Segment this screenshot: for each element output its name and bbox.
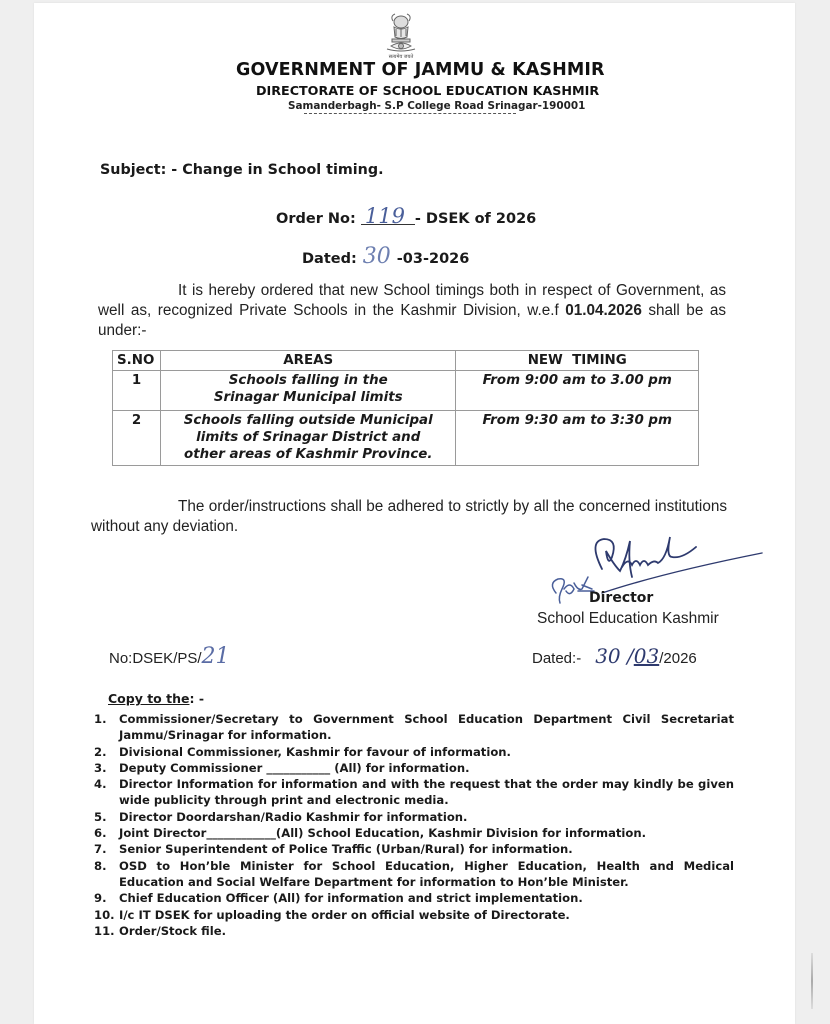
header-divider	[304, 113, 516, 114]
table-header-row	[113, 351, 699, 371]
list-item	[94, 711, 734, 744]
table-row	[113, 371, 699, 411]
item-number: 4.	[94, 777, 107, 792]
item-text: Chief Education Officer (All) for information and strict implementation.	[119, 891, 583, 906]
office-address: Samanderbagh- S.P College Road Srinagar-190001	[288, 100, 586, 112]
item-text: OSD to Hon’ble Minister for School Education, Higher Education, Health and Medical Education and Social Welfare Department for information to Hon’ble Minister.	[119, 858, 734, 889]
dated-day: 30	[595, 644, 621, 668]
item-number: 11.	[94, 923, 115, 938]
signatory-designation: Director	[589, 590, 654, 606]
directorate-title: DIRECTORATE OF SCHOOL EDUCATION KASHMIR	[256, 83, 600, 98]
item-text: Divisional Commissioner, Kashmir for favour of information.	[119, 744, 511, 759]
item-number: 9.	[94, 891, 107, 906]
cell-area: Schools falling in the Srinagar Municipal limits	[160, 371, 455, 411]
government-title: GOVERNMENT OF JAMMU & KASHMIR	[236, 60, 605, 80]
order-dated-label: Dated:	[302, 251, 357, 267]
national-emblem-icon	[379, 13, 423, 63]
order-number-line	[276, 204, 537, 228]
item-number: 8.	[94, 858, 107, 873]
scroll-indicator[interactable]	[811, 953, 813, 1009]
item-number: 2.	[94, 744, 107, 759]
item-number: 1.	[94, 712, 107, 726]
list-item	[94, 776, 734, 809]
cell-timing: From 9:30 am to 3:30 pm	[456, 411, 699, 466]
order-suffix: - DSEK of 2026	[414, 211, 537, 227]
item-text: Director Information for information and with the request that the order may kindly be given wide publicity through print and electronic media.	[119, 777, 734, 808]
header-sno: S.NO	[113, 351, 161, 371]
paragraph-text: It is hereby ordered that new School timings both in respect of Government, as well as, recognized Private Schools in the Kashmir Division, w.e.f	[98, 282, 726, 319]
dated-month: 03	[633, 644, 660, 668]
header-areas: AREAS	[160, 351, 455, 371]
table-row	[113, 411, 699, 466]
item-text: Order/Stock file.	[119, 923, 226, 938]
reference-number	[109, 644, 230, 669]
cell-sno: 1	[113, 371, 161, 411]
reference-dated-day-handwritten: 30 /03	[595, 644, 660, 668]
copy-to-label: Copy to the	[108, 691, 190, 706]
cell-timing: From 9:00 am to 3.00 pm	[456, 371, 699, 411]
emblem-motto: सत्यमेव जयते	[388, 54, 414, 60]
item-text: Commissioner/Secretary to Government School Education Department Civil Secretariat Jammu/Srinagar for information.	[119, 712, 734, 743]
list-item	[94, 858, 734, 891]
reference-prefix: No:DSEK/PS/	[109, 650, 202, 667]
header-new-timing: NEW TIMING	[456, 351, 699, 371]
copy-to-list	[94, 711, 734, 939]
item-text: Deputy Commissioner ___________ (All) for information.	[119, 760, 470, 775]
effective-date: 01.04.2026	[565, 302, 642, 319]
subject-line: Subject: - Change in School timing.	[100, 162, 384, 178]
item-number: 6.	[94, 826, 107, 841]
compliance-paragraph: The order/instructions shall be adhered to strictly by all the concerned institutions without any deviation.	[91, 498, 727, 535]
copy-to-suffix: : -	[189, 691, 205, 706]
item-number: 3.	[94, 760, 107, 775]
item-text: I/c IT DSEK for uploading the order on official website of Directorate.	[119, 907, 570, 922]
reference-date	[532, 644, 697, 668]
list-item	[94, 760, 734, 776]
item-number: 10.	[94, 907, 115, 922]
reference-dated-label: Dated:-	[532, 650, 582, 667]
order-date-line	[302, 244, 469, 269]
order-paragraph	[98, 281, 726, 341]
list-item	[94, 890, 734, 906]
order-number-handwritten: 119	[361, 208, 415, 225]
item-number: 7.	[94, 842, 107, 857]
item-number: 5.	[94, 809, 107, 824]
reference-number-handwritten: 21	[201, 644, 230, 669]
list-item	[94, 809, 734, 825]
item-text: Joint Director____________(All) School Education, Kashmir Division for information.	[119, 826, 647, 841]
list-item	[94, 923, 734, 939]
reference-dated-year: /2026	[659, 650, 697, 667]
document-page	[34, 3, 795, 1024]
order-dated-day-handwritten: 30	[362, 244, 391, 269]
cell-area: Schools falling outside Municipal limits of Srinagar District and other areas of Kashmir Province.	[160, 411, 455, 466]
order-prefix: Order No:	[276, 211, 356, 227]
item-text: Senior Superintendent of Police Traffic (Urban/Rural) for information.	[119, 842, 573, 857]
list-item	[94, 744, 734, 760]
copy-to-heading	[108, 691, 204, 706]
list-item	[94, 825, 734, 841]
list-item	[94, 841, 734, 857]
cell-sno: 2	[113, 411, 161, 466]
item-text: Director Doordarshan/Radio Kashmir for information.	[119, 809, 468, 824]
list-item	[94, 907, 734, 923]
school-timing-table	[112, 350, 699, 466]
paragraph-text-end: shall be as under:-	[98, 302, 726, 339]
signatory-department: School Education Kashmir	[537, 610, 719, 627]
order-dated-rest: -03-2026	[396, 251, 470, 267]
